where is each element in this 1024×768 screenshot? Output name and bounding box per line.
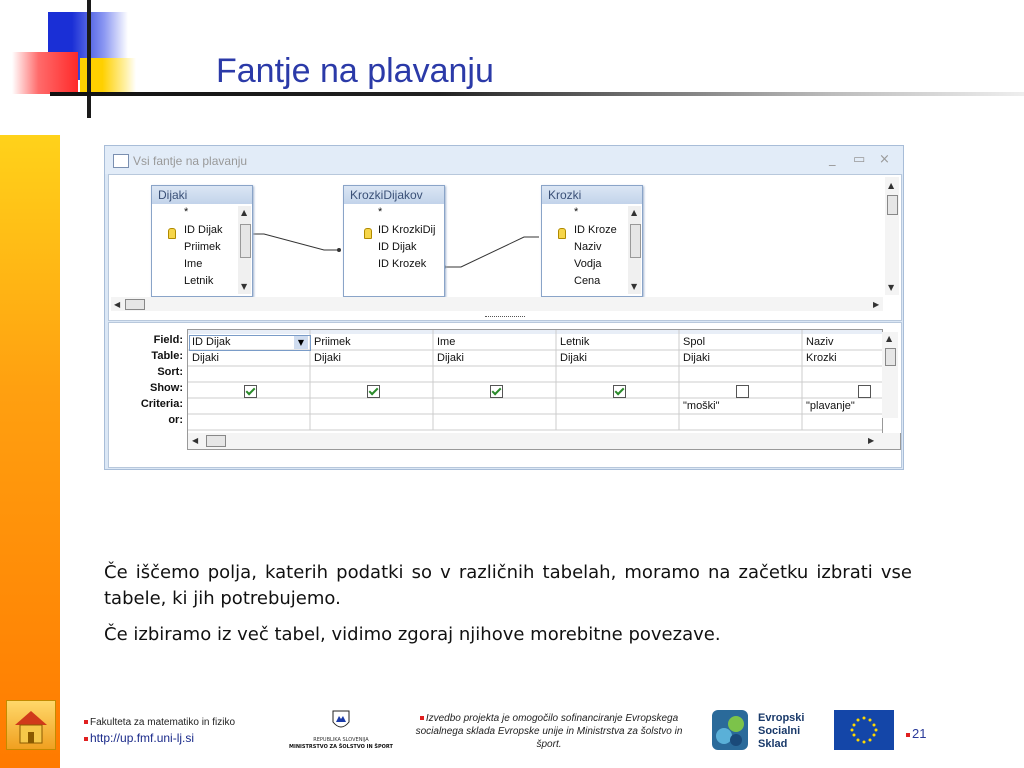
- table-dijaki[interactable]: [151, 185, 253, 297]
- field-item[interactable]: Priimek: [184, 241, 221, 253]
- query-grid: [187, 329, 893, 435]
- left-accent-bar: [0, 135, 60, 768]
- table-krozkidijakov[interactable]: [343, 185, 445, 297]
- table-cell[interactable]: Dijaki: [314, 352, 341, 364]
- pane-splitter[interactable]: [485, 316, 525, 319]
- criteria-cell[interactable]: "plavanje": [806, 400, 855, 412]
- row-label-or: or:: [168, 414, 183, 426]
- field-item[interactable]: Naziv: [574, 241, 602, 253]
- table-header[interactable]: Dijaki: [152, 186, 252, 204]
- table-scrollbar[interactable]: ▲ ▼: [628, 206, 641, 294]
- row-label-criteria: Criteria:: [140, 398, 183, 410]
- esf-line-2: Socialni: [758, 725, 801, 737]
- footer-funding-note: Izvedbo projekta je omogočilo sofinanciranje Evropskega socialnega sklada Evropske unije in Ministrstva za šolstvo in šport.: [415, 713, 683, 750]
- relationships-pane: [108, 174, 902, 321]
- footer-url-link[interactable]: http://up.fmf.uni-lj.si: [84, 731, 194, 745]
- table-cell[interactable]: Dijaki: [683, 352, 710, 364]
- row-label-field: Field:: [153, 334, 183, 346]
- table-krozki[interactable]: [541, 185, 643, 297]
- field-cell[interactable]: Naziv: [806, 336, 834, 348]
- table-cell[interactable]: Dijaki: [560, 352, 587, 364]
- primary-key-icon: [364, 228, 372, 239]
- esf-logo-text: [758, 712, 804, 751]
- page-number: 21: [906, 726, 926, 741]
- field-item[interactable]: Cena: [574, 275, 601, 287]
- title-underline: [50, 92, 1024, 96]
- row-label-show: Show:: [150, 382, 183, 394]
- query-icon: [113, 154, 129, 168]
- field-select-id-dijak[interactable]: ID Dijak ▼: [189, 335, 311, 351]
- field-cell[interactable]: Ime: [437, 336, 456, 348]
- show-checkbox[interactable]: [244, 385, 257, 398]
- home-icon[interactable]: [6, 700, 56, 750]
- table-scrollbar[interactable]: ▲ ▼: [238, 206, 251, 294]
- esf-logo-icon: [712, 710, 748, 750]
- footer-faculty: Fakulteta za matematiko in fiziko: [84, 717, 235, 728]
- field-item[interactable]: *: [184, 206, 189, 218]
- criteria-cell[interactable]: "moški": [683, 400, 720, 412]
- table-cell[interactable]: Krozki: [806, 352, 837, 364]
- field-cell[interactable]: Spol: [683, 336, 706, 348]
- table-header[interactable]: Krozki: [542, 186, 642, 204]
- table-header[interactable]: KrozkiDijakov: [344, 186, 444, 204]
- pane-vertical-scrollbar[interactable]: ▲ ▼: [885, 177, 899, 295]
- field-item[interactable]: *: [574, 206, 579, 218]
- row-label-sort: Sort:: [157, 366, 183, 378]
- field-item[interactable]: Vodja: [574, 258, 602, 270]
- minimize-button[interactable]: _: [829, 152, 836, 167]
- query-design-window: [104, 145, 904, 470]
- field-item[interactable]: ID Krozek: [378, 258, 427, 270]
- close-button[interactable]: ×: [879, 152, 890, 167]
- body-paragraph-2: Če izbiramo iz več tabel, vidimo zgoraj njihove morebitne povezave.: [104, 624, 721, 645]
- esf-line-1: Evropski: [758, 712, 805, 724]
- field-item[interactable]: ID KrozkiDij: [378, 224, 436, 236]
- table-cell[interactable]: Dijaki: [437, 352, 464, 364]
- primary-key-icon: [168, 228, 176, 239]
- coat-of-arms-icon: [332, 710, 350, 732]
- window-titlebar: [105, 146, 903, 174]
- field-item[interactable]: ID Kroze: [574, 224, 617, 236]
- grid-horizontal-scrollbar[interactable]: ◀ ▶: [187, 433, 901, 450]
- field-item[interactable]: *: [378, 206, 383, 218]
- pane-horizontal-scrollbar[interactable]: ◀ ▶: [111, 297, 883, 311]
- primary-key-icon: [558, 228, 566, 239]
- table-cell[interactable]: Dijaki: [192, 352, 219, 364]
- slide-title: Fantje na plavanju: [216, 52, 494, 90]
- decor-red-square: [12, 52, 78, 94]
- maximize-button[interactable]: ▭: [853, 152, 866, 167]
- show-checkbox[interactable]: [736, 385, 749, 398]
- field-cell[interactable]: Letnik: [560, 336, 590, 348]
- field-item[interactable]: ID Dijak: [184, 224, 223, 236]
- show-checkbox[interactable]: [490, 385, 503, 398]
- show-checkbox[interactable]: [367, 385, 380, 398]
- field-item[interactable]: ID Dijak: [378, 241, 417, 253]
- field-item[interactable]: Letnik: [184, 275, 214, 287]
- esf-line-3: Sklad: [758, 738, 788, 750]
- body-paragraph-1: Če iščemo polja, katerih podatki so v različnih tabelah, moramo na začetku izbrati vse tabele, ki jih potrebujemo.: [104, 562, 912, 609]
- row-label-table: Table:: [151, 350, 183, 362]
- field-item[interactable]: Ime: [184, 258, 203, 270]
- design-grid-pane: [108, 322, 902, 468]
- house-icon: [7, 701, 55, 749]
- chevron-down-icon[interactable]: ▼: [294, 336, 308, 349]
- eu-flag-icon: [834, 710, 894, 750]
- grid-vertical-scrollbar[interactable]: ▲: [882, 332, 898, 418]
- field-cell[interactable]: Priimek: [314, 336, 351, 348]
- window-title: Vsi fantje na plavanju: [133, 154, 248, 168]
- ministry-logo: [288, 710, 394, 754]
- ministry-line-2: MINISTRSTVO ZA ŠOLSTVO IN ŠPORT: [289, 744, 393, 750]
- show-checkbox[interactable]: [613, 385, 626, 398]
- show-checkbox[interactable]: [858, 385, 871, 398]
- decor-vertical-line: [87, 0, 91, 118]
- ministry-line-1: REPUBLIKA SLOVENIJA: [313, 737, 369, 743]
